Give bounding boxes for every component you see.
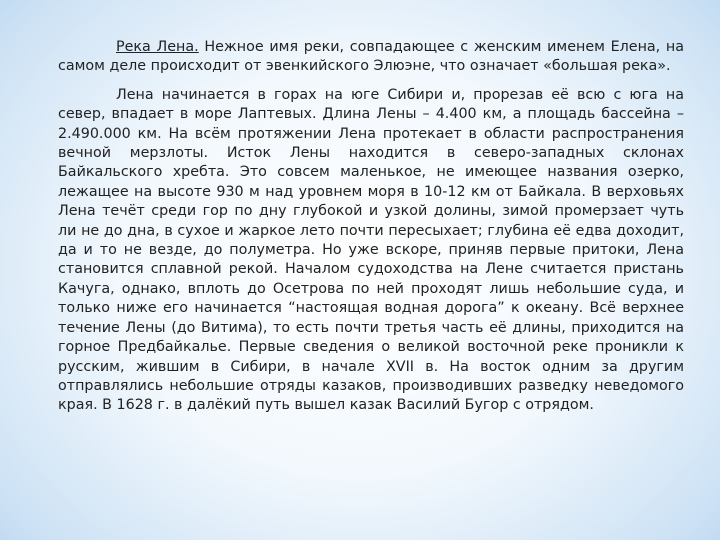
main-paragraph: Лена начинается в горах на юге Сибири и, прорезав её всю с юга на север, впадает в море Лаптевых. Длина Лены – 4.400 км, а площадь бассейна – 2.490.000 км. На всём протяжении Лена протекает в области распространения вечной мерзлоты. Исток Лены находится в северо-западных склонах Байкальского хребта. Это совсем маленькое, не имеющее названия озерко, лежащее на высоте 930 м над уровнем моря в 10-12 км от Байкала. В верховьях Лена течёт среди гор по дну глубокой и узкой долины, зимой промерзает чуть ли не до дна, в сухое и жаркое лето почти пересыхает; глубина её едва доходит, да и то не везде, до полуметра. Но уже вскоре, приняв первые притоки, Лена становится сплавной рекой. Началом судоходства на Лене считается пристань Качуга, однако, вплоть до Осетрова по ней проходят лишь небольшие суда, и только ниже его начинается “настоящая водная дорога” к океану. Всё верхнее течение Лены (до Витима), то есть почти третья часть её длины, приходится на горное Предбайкалье. Первые сведения о великой восточной реке проникли к русским, жившим в Сибири, в начале XVII в. На восток одним за другим отправлялись небольшие отряды казаков, производивших разведку неведомого края. В 1628 г. в далёкий путь вышел казак Василий Бугор с отрядом. [58,86,684,414]
intro-paragraph-text: Нежное имя реки, совпадающее с женским именем Елена, на самом деле происходит от эвенкийского Элюэне, что означает «большая река». [58,39,685,75]
river-lena-heading: Река Лена. [116,39,199,55]
intro-paragraph [58,38,684,77]
slide-text-body [58,38,684,416]
